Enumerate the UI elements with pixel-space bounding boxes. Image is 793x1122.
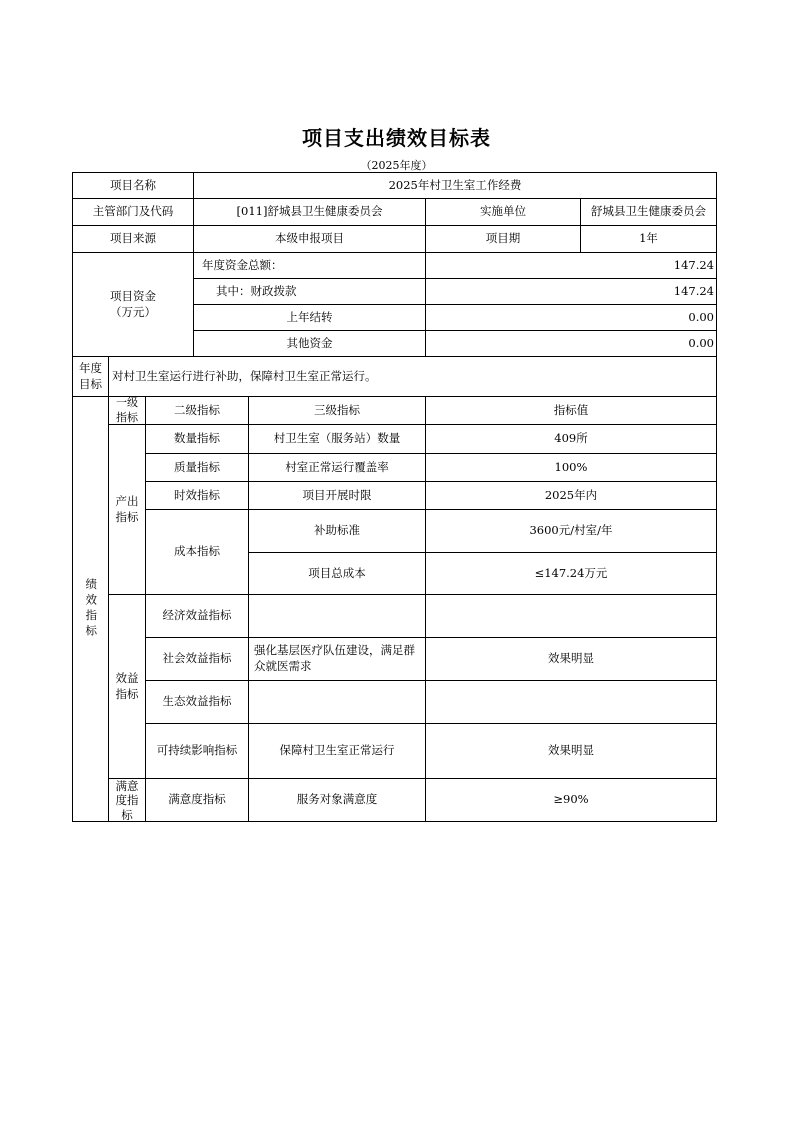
impl-value: 舒城县卫生健康委员会 bbox=[581, 199, 716, 226]
funds-label-line2: （万元） bbox=[110, 304, 156, 319]
dept-value: [011]舒城县卫生健康委员会 bbox=[194, 199, 426, 226]
output-value: 2025年内 bbox=[426, 482, 716, 510]
benefit-level3: 强化基层医疗队伍建设，满足群众就医需求 bbox=[249, 638, 426, 681]
col-value: 指标值 bbox=[426, 397, 716, 425]
col-level1: 一级指标 bbox=[109, 397, 146, 425]
output-level2: 数量指标 bbox=[146, 425, 249, 454]
benefit-level2: 经济效益指标 bbox=[146, 595, 249, 638]
output-level3: 补助标准 bbox=[249, 510, 426, 553]
benefit-level2: 社会效益指标 bbox=[146, 638, 249, 681]
output-level3: 村卫生室（服务站）数量 bbox=[249, 425, 426, 454]
goal-text: 对村卫生室运行进行补助，保障村卫生室正常运行。 bbox=[109, 357, 716, 397]
source-label: 项目来源 bbox=[73, 226, 194, 253]
funds-fiscal-label: 其中：财政拨款 bbox=[194, 279, 426, 305]
output-label: 产出指标 bbox=[109, 425, 146, 595]
benefit-level3: 保障村卫生室正常运行 bbox=[249, 724, 426, 779]
satisfaction-level2: 满意度指标 bbox=[146, 779, 249, 821]
satisfaction-level3: 服务对象满意度 bbox=[249, 779, 426, 821]
funds-carryover-label: 上年结转 bbox=[194, 305, 426, 331]
output-value: ≤147.24万元 bbox=[426, 553, 716, 595]
page-title: 项目支出绩效目标表 bbox=[302, 126, 491, 150]
satisfaction-value: ≥90% bbox=[553, 792, 589, 807]
dept-label: 主管部门及代码 bbox=[73, 199, 194, 226]
funds-label bbox=[73, 253, 194, 357]
funds-other-label: 其他资金 bbox=[194, 331, 426, 357]
output-level3: 项目总成本 bbox=[249, 553, 426, 595]
indicators-label-text: 绩效指标 bbox=[84, 578, 99, 640]
funds-total-label: 年度资金总额： bbox=[194, 253, 426, 279]
funds-other-value: 0.00 bbox=[426, 331, 716, 357]
funds-fiscal-value: 147.24 bbox=[426, 279, 716, 305]
benefit-level3 bbox=[249, 595, 426, 638]
col-level2: 二级指标 bbox=[146, 397, 249, 425]
indicators-label bbox=[73, 397, 109, 821]
project-name-label: 项目名称 bbox=[73, 173, 194, 199]
impl-label: 实施单位 bbox=[426, 199, 581, 226]
output-value: 409所 bbox=[426, 425, 716, 454]
output-value: 3600元/村室/年 bbox=[426, 510, 716, 553]
benefit-value bbox=[426, 681, 716, 724]
output-level2-cost: 成本指标 bbox=[146, 510, 249, 595]
funds-carryover-value: 0.00 bbox=[426, 305, 716, 331]
output-level2: 质量指标 bbox=[146, 454, 249, 482]
benefit-value: 效果明显 bbox=[426, 724, 716, 779]
benefit-label: 效益指标 bbox=[109, 595, 146, 779]
output-value: 100% bbox=[426, 454, 716, 482]
funds-label-line1: 项目资金 bbox=[110, 288, 156, 303]
period-value: 1年 bbox=[581, 226, 716, 253]
benefit-value bbox=[426, 595, 716, 638]
benefit-level3 bbox=[249, 681, 426, 724]
year-label: （2025年度） bbox=[360, 159, 433, 172]
output-level2: 时效指标 bbox=[146, 482, 249, 510]
output-level3: 村室正常运行覆盖率 bbox=[249, 454, 426, 482]
satisfaction-label: 满意度指标 bbox=[109, 779, 146, 821]
period-label: 项目期 bbox=[426, 226, 581, 253]
output-level3: 项目开展时限 bbox=[249, 482, 426, 510]
benefit-level2: 可持续影响指标 bbox=[146, 724, 249, 779]
col-level3: 三级指标 bbox=[249, 397, 426, 425]
goal-label: 年度目标 bbox=[73, 357, 109, 397]
source-value: 本级申报项目 bbox=[194, 226, 426, 253]
benefit-level2: 生态效益指标 bbox=[146, 681, 249, 724]
funds-total-value: 147.24 bbox=[426, 253, 716, 279]
benefit-value: 效果明显 bbox=[426, 638, 716, 681]
performance-table bbox=[72, 172, 717, 822]
project-name-value: 2025年村卫生室工作经费 bbox=[194, 173, 716, 199]
